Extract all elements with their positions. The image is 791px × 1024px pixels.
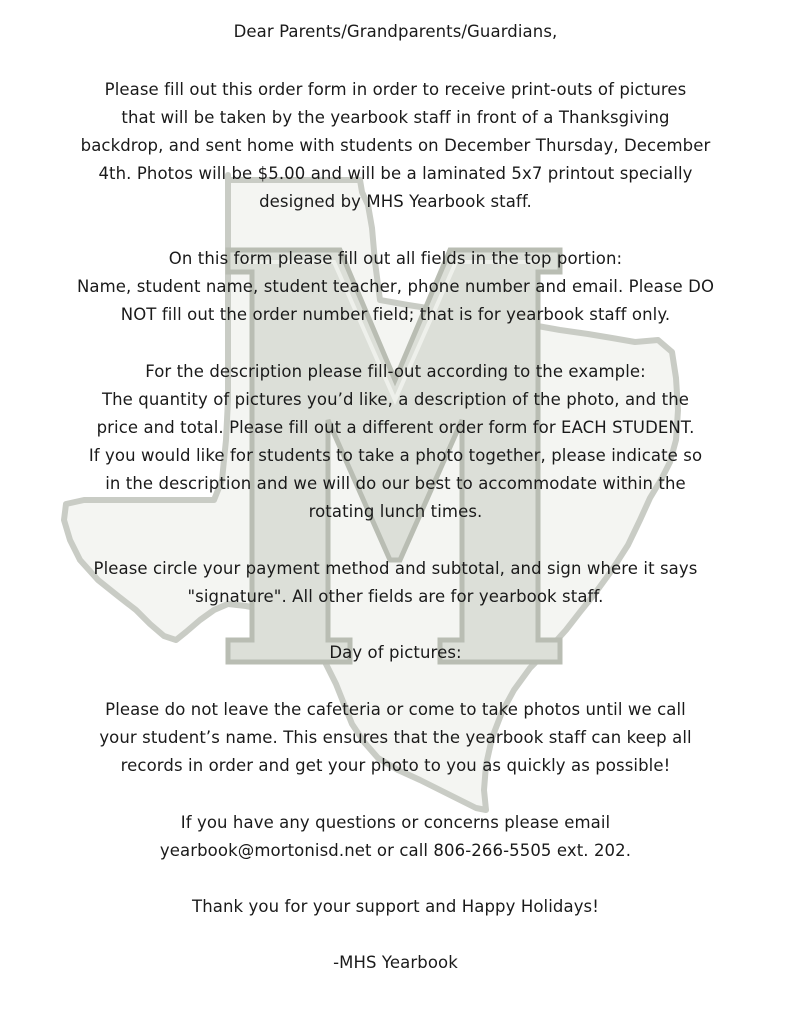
paragraph-1-line: designed by MHS Yearbook staff. [259,192,532,211]
paragraph-3-line: If you would like for students to take a photo together, please indicate so [88,446,703,465]
paragraph-4-line: "signature". All other fields are for yearbook staff. [187,587,604,606]
paragraph-3-line: price and total. Please fill out a different order form for EACH STUDENT. [96,418,695,437]
paragraph-5-line: your student’s name. This ensures that the yearbook staff can keep all [99,728,692,747]
signoff: -MHS Yearbook [333,953,458,972]
paragraph-1-line: Please fill out this order form in order to receive print-outs of pictures [104,80,687,99]
thank-you-line: Thank you for your support and Happy Holidays! [192,897,599,916]
day-of-pictures-heading: Day of pictures: [329,643,462,662]
paragraph-5-line: records in order and get your photo to you as quickly as possible! [120,756,671,775]
paragraph-4-line: Please circle your payment method and subtotal, and sign where it says [93,559,698,578]
contact-line: yearbook@mortonisd.net or call 806-266-5505 ext. 202. [159,841,632,860]
paragraph-1-line: 4th. Photos will be $5.00 and will be a laminated 5x7 printout specially [98,164,693,183]
paragraph-5-line: Please do not leave the cafeteria or come to take photos until we call [105,700,686,719]
paragraph-3-line: The quantity of pictures you’d like, a description of the photo, and the [101,390,690,409]
greeting: Dear Parents/Grandparents/Guardians, [233,22,558,41]
paragraph-2-line: Name, student name, student teacher, phone number and email. Please DO [76,277,715,296]
paragraph-1-line: that will be taken by the yearbook staff in front of a Thanksgiving [121,108,670,127]
paragraph-6-line: If you have any questions or concerns please email [180,813,611,832]
paragraph-2-line: NOT fill out the order number field; that is for yearbook staff only. [120,305,671,324]
paragraph-1-line: backdrop, and sent home with students on December Thursday, December [80,136,711,155]
paragraph-3-line: rotating lunch times. [308,502,483,521]
paragraph-2-line: On this form please fill out all fields in the top portion: [168,249,623,268]
paragraph-3-line: For the description please fill-out according to the example: [145,362,646,381]
paragraph-3-line: in the description and we will do our best to accommodate within the [105,474,686,493]
